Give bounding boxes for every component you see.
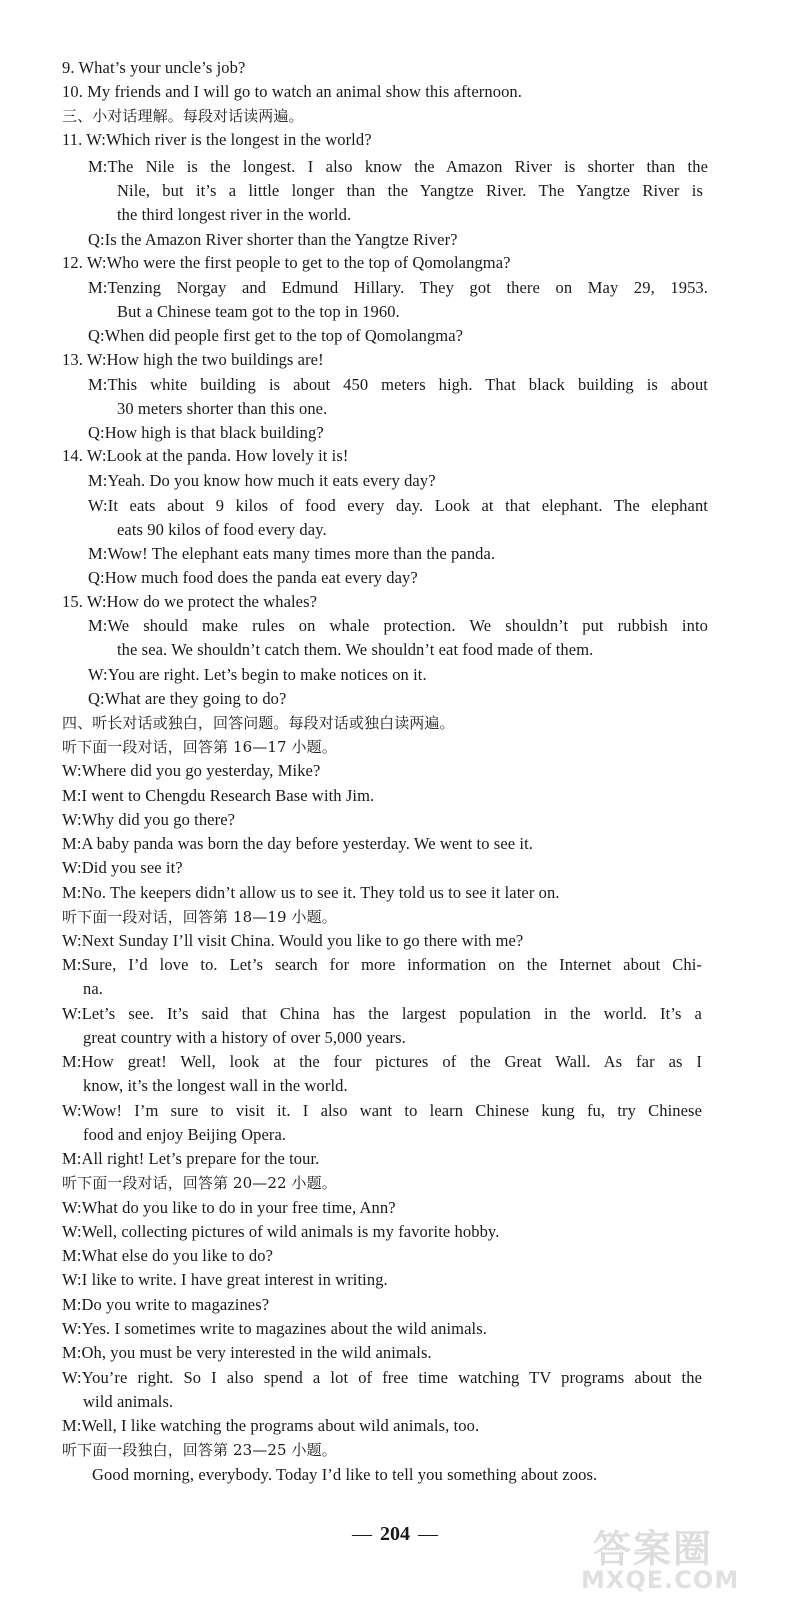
listening-line: know, it’s the longest wall in the world. [83,1076,348,1095]
listening-line: Q:Is the Amazon River shorter than the Yangtze River? [88,230,458,249]
listening-line: M:Sure, I’d love to. Let’s search for more information on the Internet about Chi- [62,955,702,974]
watermark-cn: 答案圈 [593,1527,714,1571]
listening-line: W:You are right. Let’s begin to make notices on it. [88,665,427,684]
sub-heading: 听下面一段独白，回答第 23—25 小题。 [62,1441,337,1459]
listening-line: W:What do you like to do in your free time, Ann? [62,1198,396,1217]
listening-line: Q:When did people first get to the top of Qomolangma? [88,326,464,345]
listening-line: na. [83,979,103,998]
listening-line: W:Well, collecting pictures of wild animals is my favorite hobby. [62,1222,500,1241]
listening-line: M:I went to Chengdu Research Base with Jim. [62,786,375,805]
listening-line: W:Did you see it? [62,858,183,877]
listening-line: M:Do you write to magazines? [62,1295,270,1314]
listening-line: 13. W:How high the two buildings are! [62,350,324,369]
listening-line: M:How great! Well, look at the four pictures of the Great Wall. As far as I [62,1052,702,1071]
listening-line: M:Wow! The elephant eats many times more than the panda. [88,544,496,563]
listening-line: 14. W:Look at the panda. How lovely it is! [62,446,349,465]
listening-line: 11. W:Which river is the longest in the world? [62,130,372,149]
listening-line: M:Tenzing Norgay and Edmund Hillary. They got there on May 29, 1953. [88,278,708,297]
listening-line: 12. W:Who were the first people to get to the top of Qomolangma? [62,253,511,272]
page-number-dash-left: — [352,1523,372,1545]
listening-line: the sea. We shouldn’t catch them. We shouldn’t eat food made of them. [117,640,594,659]
listening-line: great country with a history of over 5,000 years. [83,1028,406,1047]
listening-line: eats 90 kilos of food every day. [117,520,327,539]
listening-line: Nile, but it’s a little longer than the Yangtze River. The Yangtze River is [117,181,703,200]
monologue-line: Good morning, everybody. Today I’d like to tell you something about zoos. [92,1465,598,1484]
section-heading: 四、听长对话或独白，回答问题。每段对话或独白读两遍。 [62,714,455,732]
listening-line: W:Next Sunday I’ll visit China. Would you like to go there with me? [62,931,524,950]
listening-line: Q:How high is that black building? [88,423,324,442]
listening-line: W:Wow! I’m sure to visit it. I also want to learn Chinese kung fu, try Chinese [62,1101,702,1120]
listening-line: M:What else do you like to do? [62,1246,274,1265]
listening-line: M:A baby panda was born the day before yesterday. We went to see it. [62,834,533,853]
listening-line: M:We should make rules on whale protection. We shouldn’t put rubbish into [88,616,708,635]
listening-line: W:Let’s see. It’s said that China has the largest population in the world. It’s a [62,1004,702,1023]
listening-line: M:This white building is about 450 meters high. That black building is about [88,375,708,394]
listening-line: M:The Nile is the longest. I also know the Amazon River is shorter than the [88,157,708,176]
listening-line: wild animals. [83,1392,174,1411]
sub-heading: 听下面一段对话，回答第 18—19 小题。 [62,908,337,926]
section-heading: 三、小对话理解。每段对话读两遍。 [62,107,304,125]
listening-line: 30 meters shorter than this one. [117,399,328,418]
sub-heading: 听下面一段对话，回答第 20—22 小题。 [62,1174,337,1192]
listening-line: 15. W:How do we protect the whales? [62,592,318,611]
listening-line: W:I like to write. I have great interest in writing. [62,1270,388,1289]
listening-line: W:You’re right. So I also spend a lot of free time watching TV programs about the [62,1368,702,1387]
listening-line: M:Well, I like watching the programs about wild animals, too. [62,1416,480,1435]
listening-line: But a Chinese team got to the top in 1960. [117,302,400,321]
listening-line: M:No. The keepers didn’t allow us to see it. They told us to see it later on. [62,883,560,902]
page-number-value: 204 [380,1523,410,1545]
listening-line: Q:What are they going to do? [88,689,287,708]
listening-line: M:Oh, you must be very interested in the wild animals. [62,1343,432,1362]
listening-line: 9. What’s your uncle’s job? [62,58,246,77]
listening-line: the third longest river in the world. [117,205,352,224]
page-number [320,1520,470,1548]
sub-heading: 听下面一段对话，回答第 16—17 小题。 [62,738,337,756]
listening-line: W:Where did you go yesterday, Mike? [62,761,321,780]
page-number-dash-right: — [418,1523,438,1545]
listening-line: 10. My friends and I will go to watch an animal show this afternoon. [62,82,523,101]
listening-line: food and enjoy Beijing Opera. [83,1125,287,1144]
listening-line: M:Yeah. Do you know how much it eats every day? [88,471,436,490]
watermark [575,1518,775,1596]
listening-line: W:Yes. I sometimes write to magazines about the wild animals. [62,1319,487,1338]
listening-line: W:Why did you go there? [62,810,236,829]
watermark-en: MXQE.COM [581,1566,740,1594]
listening-line: W:It eats about 9 kilos of food every day. Look at that elephant. The elephant [88,496,708,515]
listening-line: Q:How much food does the panda eat every day? [88,568,418,587]
listening-line: M:All right! Let’s prepare for the tour. [62,1149,320,1168]
